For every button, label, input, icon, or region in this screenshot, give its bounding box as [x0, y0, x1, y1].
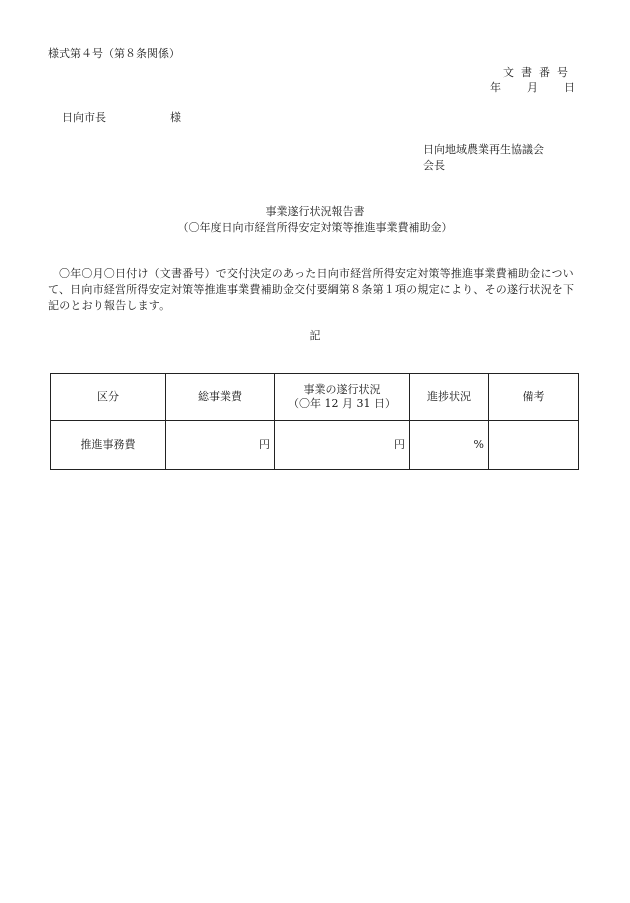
report-table: [50, 373, 579, 470]
sender-organization: 日向地域農業再生協議会: [423, 143, 544, 156]
header-status-date: （〇年 12 月 31 日）: [288, 397, 396, 410]
document-date: [490, 82, 575, 93]
header-status: [275, 374, 410, 421]
report-subtitle: （〇年度日向市経営所得安定対策等推進事業費補助金）: [177, 221, 453, 234]
cell-status: 円: [275, 421, 410, 470]
table-header-row: [51, 374, 579, 421]
header-remarks: 備考: [489, 374, 579, 421]
date-year: 年: [490, 81, 501, 94]
header-category: 区分: [51, 374, 166, 421]
report-title: 事業遂行状況報告書: [265, 205, 365, 218]
form-number: 様式第４号（第８条関係）: [48, 47, 180, 60]
date-month: 月: [527, 81, 538, 94]
header-total-cost: 総事業費: [166, 374, 275, 421]
recipient-honorific: 様: [170, 111, 181, 124]
document-number: 文書番号: [503, 66, 575, 79]
header-status-label: 事業の遂行状況: [303, 383, 381, 396]
recipient-name: 日向市長: [62, 111, 106, 124]
body-text: 〇年〇月〇日付け（文書番号）で交付決定のあった日向市経営所得安定対策等推進事業費補助金について、日向市経営所得安定対策等推進事業費補助金交付要綱第８条第１項の規定により、その遂行状況を下記のとおり報告します。: [48, 267, 575, 312]
cell-remarks: [489, 421, 579, 470]
sender-role: 会長: [423, 159, 445, 172]
table-row: [51, 421, 579, 470]
ki-heading: 記: [309, 329, 321, 342]
recipient: [62, 112, 181, 123]
cell-category: 推進事務費: [51, 421, 166, 470]
header-progress: 進捗状況: [410, 374, 489, 421]
cell-total-cost: 円: [166, 421, 275, 470]
date-day: 日: [564, 81, 575, 94]
cell-progress: %: [410, 421, 489, 470]
